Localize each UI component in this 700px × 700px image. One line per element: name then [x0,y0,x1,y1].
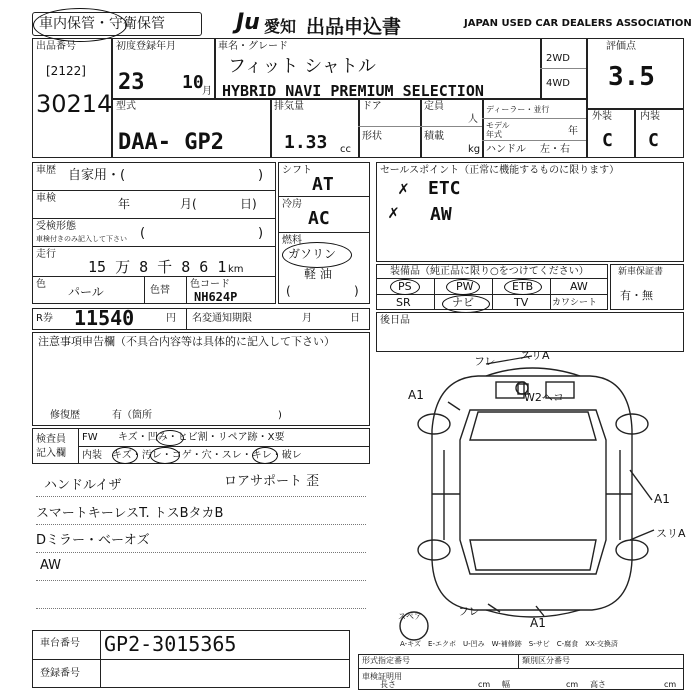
inspector-int: 内装 [82,450,102,461]
notes-label: 注意事項申告欄（不具合内容等は具体的に記入して下さい） [38,335,335,348]
rating-score: 3.5 [608,62,655,92]
acceptance-close: ) [258,226,264,241]
acceptance-label: 受検形態 [36,221,76,232]
width-label: 幅 [502,680,510,689]
acceptance-open: ( [140,226,146,241]
repair-close: ) [278,410,282,421]
chassis-label: 車台番号 [40,638,80,649]
inspection-year: 年 [118,197,131,211]
remark-1: ハンドルイザ [44,478,122,493]
length-label: 長さ [380,680,396,689]
storage-stamp-text: 車内保管・守衛保管 [39,16,165,32]
model-code: DAA- GP2 [118,130,224,155]
load-unit: kg [468,144,481,155]
ac-value: AC [308,208,330,229]
lot-sub: [2122] [46,64,86,78]
model-label: 型式 [116,101,136,112]
displacement-label: 排気量 [274,101,304,112]
recycle-value: 11540 [74,306,135,330]
model-year-label: モデル 年式 [486,121,510,139]
history-value: 自家用・( [68,168,126,183]
later-items-label: 後日品 [380,315,410,326]
diagram-mark-5: A1 [654,492,670,506]
inspector-int-items: キズ・汚レ・コゲ・穴・スレ・キレ・破レ [112,450,302,461]
fuel-value: ガソリン [288,247,337,261]
equip-etb: ETB [512,280,534,293]
equip-navi: ナビ [452,296,474,309]
ju-logo: Ju [236,10,260,35]
displacement: 1.33 [284,132,328,153]
cert-label: 車検証明用 [362,672,402,681]
color-label: 色 [36,279,46,290]
warranty-label: 新車保証書 [618,267,664,277]
class-number-label: 類別区分番号 [522,656,570,665]
org-english: JAPAN USED CAR DEALERS ASSOCIATION [464,18,692,29]
equip-leather: カワシート [552,298,598,308]
color-value: パール [68,285,104,299]
equip-aw: AW [570,280,588,293]
mileage-label: 走行 [36,249,56,260]
form-number-label: 形式指定番号 [362,656,410,665]
handle-label: ハンドル [486,144,526,155]
rating-ext: C [602,130,613,151]
rating-ext-label: 外装 [592,111,612,122]
history-close: ) [258,168,264,183]
history-label: 車歴 [36,165,56,176]
capacity-unit: 人 [468,114,478,125]
inspector-fw-items: キズ・凹み・ヒビ割・リペア跡・X要 [118,432,285,443]
mileage-value: 15 万 8 千 8 6 1 [88,258,227,276]
selling-point-1: ETC [428,178,461,199]
fuel-alt: 軽 油 [304,267,332,281]
diagram-mark-2: フレ [474,355,496,368]
lot-label: 出品番号 [36,41,76,52]
color-change-label: 色替 [150,285,170,296]
repair-label: 修復歴 [50,410,80,421]
height-unit: cm [664,680,677,689]
diagram-mark-4: A1 [408,388,424,402]
remark-4: AW [40,558,62,573]
width-unit: cm [566,680,579,689]
registration-number-label: 登録番号 [40,668,80,679]
rating-int: C [648,130,659,151]
load-label: 積載 [424,131,444,142]
ac-label: 冷房 [282,199,302,210]
inspector-fw: FW [82,432,98,443]
warranty-value: 有・無 [620,289,653,302]
equip-pw: PW [456,280,474,293]
equipment-label: 装備品（純正品に限り○をつけてください） [390,266,589,277]
selling-point-1-mark: ✗ [398,178,409,199]
diagram-mark-3: W2ヘコ [524,391,564,404]
selling-points-label: セールスポイント（正常に機能するものに限ります） [380,165,620,176]
acceptance-sub: 車検付きのみ記入して下さい [36,235,127,243]
drive-4wd: 4WD [546,78,570,89]
fuel-open: ( [286,284,291,298]
height-label: 高さ [590,680,606,689]
inspector-label-2: 記入欄 [36,448,66,459]
shift-label: シフト [282,165,312,176]
selling-point-2: AW [430,204,452,225]
diagram-mark-7: A1 [530,616,546,630]
door-label: ドア [362,101,382,112]
spare-label: スペア [398,612,422,621]
selling-point-2-mark: ✗ [388,202,399,223]
repair-value: 有（箇所 [112,410,152,421]
shift-value: AT [312,174,334,195]
org-name: 愛知 [264,17,297,36]
displacement-unit: cc [340,144,351,155]
remark-3: Dミラー・ベーオズ [36,533,150,548]
diagram-mark-8: フレ [458,605,480,618]
year-unit: 年 [568,126,578,137]
diagram-mark-6: スリA [656,527,686,540]
name-change-month: 月 [302,313,312,324]
dealer-label: ディーラー・並行 [486,105,550,114]
recycle-label: R券 [36,313,53,324]
registration-label: 初度登録年月 [116,41,176,52]
shape-label: 形状 [362,131,382,142]
capacity-label: 定員 [424,101,444,112]
length-unit: cm [478,680,491,689]
inspection-label: 車検 [36,193,56,204]
name-change-day: 日 [350,313,360,324]
registration-month: 10 [182,72,204,93]
fuel-label: 燃料 [282,235,302,246]
handle-options: 左・右 [540,144,570,155]
equip-tv: TV [514,296,529,309]
car-name: フィット シャトル [228,56,376,77]
name-change-label: 名変通知期限 [192,313,252,324]
drive-2wd: 2WD [546,53,570,64]
rating-int-label: 内装 [640,111,660,122]
remark-2: スマートキーレスT. トスBタカB [36,506,224,521]
fuel-close: ) [354,284,359,298]
diagram-mark-1: スリA [520,349,550,362]
car-grade: HYBRID NAVI PREMIUM SELECTION [222,82,484,100]
remark-right: ロアサポート 歪 [224,474,320,489]
equip-sr: SR [396,296,411,309]
recycle-unit: 円 [166,313,176,324]
inspector-label-1: 検査員 [36,434,66,445]
color-code: NH624P [194,290,238,304]
color-code-label: 色コード [190,279,230,290]
doc-title: 出品申込書 [306,16,402,38]
equip-ps: PS [398,280,412,293]
damage-legend: A-キズ E-エクボ U-凹み W-補修跡 S-サビ C-腐食 XX-交換済 [400,640,618,648]
lot-number: 30214 [36,90,113,118]
registration-month-unit: 月 [202,86,212,97]
rating-label: 評価点 [606,41,636,52]
registration-year: 23 [118,70,145,95]
mileage-unit: km [228,264,244,275]
inspection-day: 日) [240,197,257,211]
car-name-label: 車名・グレード [218,41,288,52]
inspection-month: 月( [180,197,197,211]
chassis-number: GP2-3015365 [104,632,237,656]
